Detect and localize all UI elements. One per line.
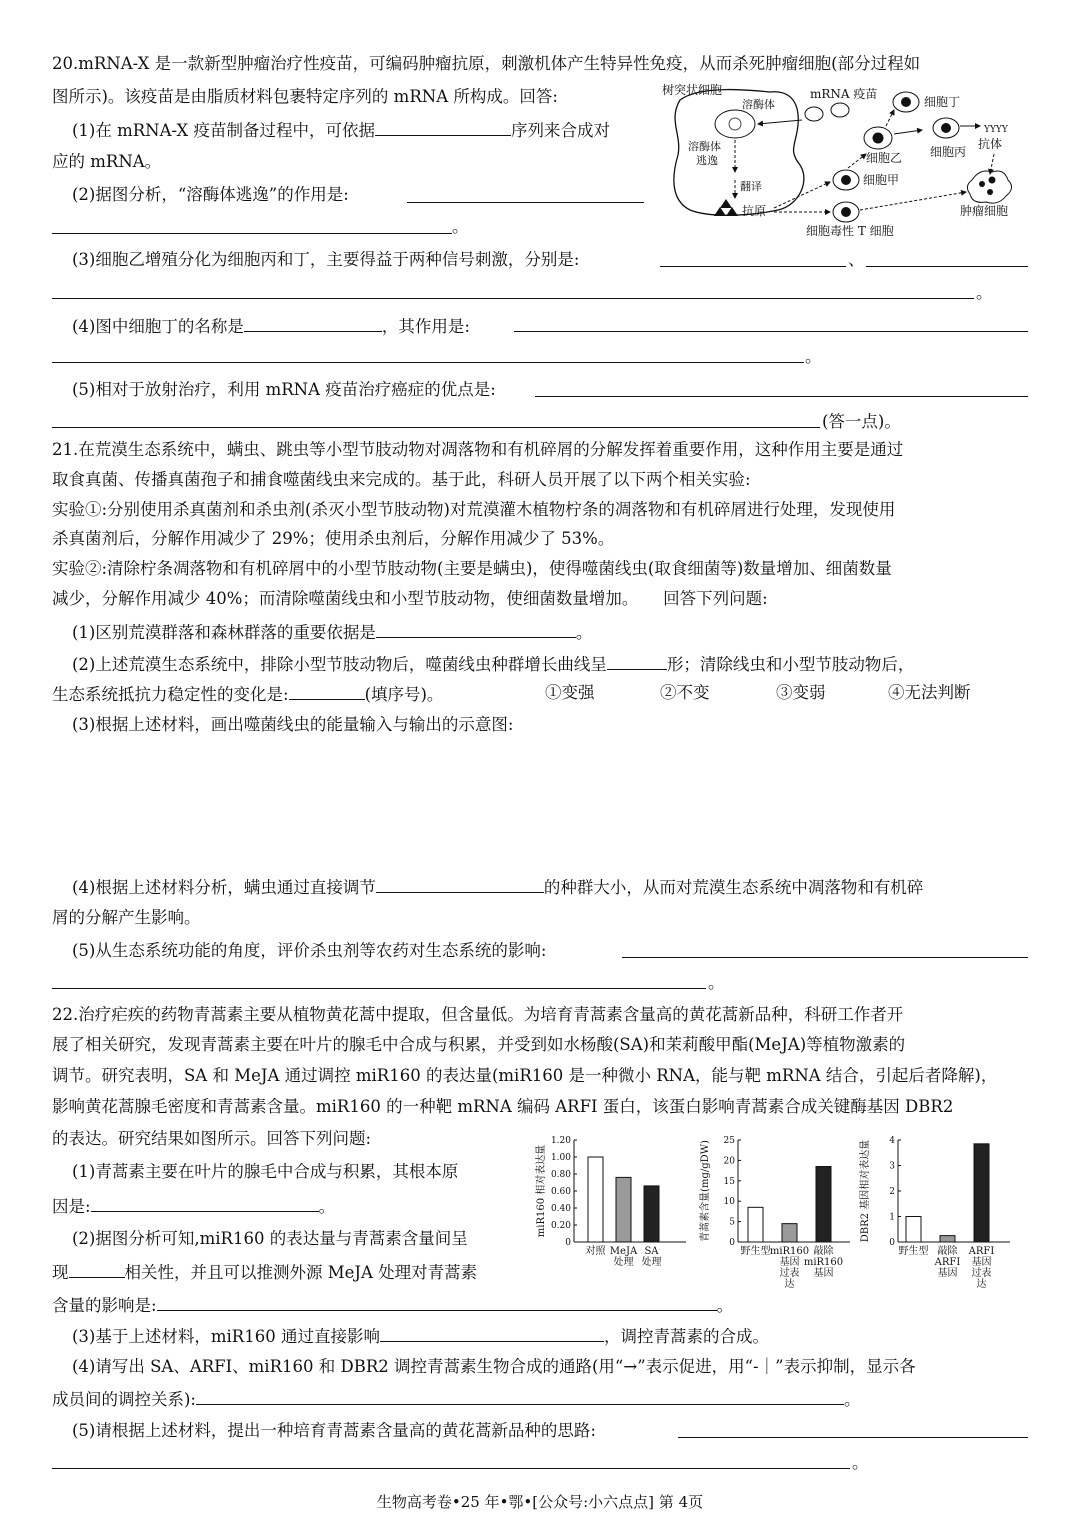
label-tumor: 肿瘤细胞 [960, 204, 1009, 218]
label-escape-1: 溶酶体 [688, 140, 721, 153]
q21-part5-blank-b[interactable] [52, 988, 706, 989]
q22-part2-blank-a[interactable] [69, 1259, 125, 1278]
antibody-glyphs: YYYY [984, 125, 1008, 135]
q20-part4-end: 。 [805, 347, 822, 366]
q22-part2-cont2 [52, 1292, 733, 1316]
label-ctl: 细胞毒性 T 细胞 [806, 224, 894, 238]
q21-option-4: ④无法判断 [888, 683, 971, 702]
y-axis-label: DBR2 基因相对表达量 [860, 1139, 871, 1243]
y-axis-label: 青蒿素含量(mg/gDW) [700, 1140, 711, 1242]
q22-part3-text: (3)基于上述材料，miR160 通过直接影响 [72, 1327, 380, 1346]
label-cell-ding: 细胞丁 [924, 95, 961, 109]
chart-artemisinin-content [696, 1132, 866, 1294]
lysosome-shape [715, 110, 755, 138]
q20-part4-text: (4)图中细胞丁的名称是 [72, 317, 244, 336]
label-mrna-vaccine: mRNA 疫苗 [810, 87, 878, 101]
q21-line-2: 取食真菌、传播真菌孢子和捕食噬菌线虫来完成的。基于此，科研人员开展了以下两个相关实验: [52, 470, 751, 489]
q22-line-4: 影响黄花蒿腺毛密度和青蒿素含量。miR160 的一种靶 mRNA 编码 ARFI 蛋白，该蛋白影响青蒿素合成关键酶基因 DBR2 [52, 1097, 954, 1116]
y-tick-label: 1 [889, 1212, 895, 1223]
bar [906, 1217, 921, 1243]
y-tick-label: 5 [729, 1217, 735, 1228]
category-label: SA 处理 [641, 1246, 662, 1268]
antigen-triangles [714, 199, 738, 216]
q20-immune-figure [660, 80, 1032, 240]
q20-part1-text: (1)在 mRNA-X 疫苗制备过程中，可依据 [72, 121, 376, 140]
chart-dbr2-expression [860, 1132, 1036, 1294]
q21-part4-text: (4)根据上述材料分析，螨虫通过直接调节 [72, 878, 376, 897]
q20-part3-blank-b[interactable] [866, 266, 1028, 267]
y-tick-label: 0 [889, 1238, 895, 1248]
q20-part3-end: 。 [976, 283, 993, 302]
q22-part1-cont [52, 1193, 335, 1217]
vaccine-particle-1 [805, 107, 823, 121]
q21-part4-cont: 屑的分解产生影响。 [52, 908, 201, 927]
q22-part4: (4)请写出 SA、ARFI、miR160 和 DBR2 调控青蒿素生物合成的通路(用“→”表示促进，用“-｜”表示抑制，显示各 [72, 1357, 916, 1376]
category-label: 野生型 [898, 1246, 929, 1257]
q21-line-1: 21.在荒漠生态系统中，螨虫、跳虫等小型节肢动物对凋落物和有机碎屑的分解发挥着重要作用，这种作用主要是通过 [52, 440, 904, 459]
label-cell-bing: 细胞丙 [930, 145, 967, 159]
q20-part2-text: (2)据图分析，“溶酶体逃逸”的作用是: [72, 185, 349, 204]
q22-part2-text3: 相关性，并且可以推测外源 MeJA 处理对青蒿素 [124, 1263, 478, 1282]
lysosome-vesicle [729, 118, 741, 130]
q22-part2-text2: 现 [52, 1263, 69, 1282]
q20-part5 [72, 378, 1030, 402]
q20-part2-end: 。 [452, 217, 469, 236]
q22-part5-text: (5)请根据上述材料，提出一种培育青蒿素含量高的黄花蒿新品种的思路: [72, 1421, 596, 1440]
q20-part3 [72, 248, 1030, 272]
q20-part5-text: (5)相对于放射治疗，利用 mRNA 疫苗治疗癌症的优点是: [72, 380, 496, 399]
q21-part2-blank-b[interactable] [289, 681, 365, 700]
label-antigen: 抗原 [742, 204, 767, 218]
bar [748, 1207, 763, 1242]
q21-part2-blank-a[interactable] [607, 651, 667, 670]
q20-part1-blank[interactable] [375, 117, 511, 136]
label-antibody: 抗体 [978, 137, 1003, 151]
q21-line-6: 减少，分解作用减少 40%；而清除噬菌线虫和小型节肢动物，使细菌数量增加。 回答下列问题: [52, 589, 768, 608]
q21-part5-blank-a[interactable] [622, 957, 1028, 958]
q22-line-1: 22.治疗疟疾的药物青蒿素主要从植物黄花蒿中提取，但含量低。为培育青蒿素含量高的黄花蒿新品种，科研工作者开 [52, 1005, 904, 1024]
q21-drawing-area[interactable] [52, 745, 1030, 865]
bar [816, 1167, 831, 1242]
q20-part4-blank-a[interactable] [244, 313, 382, 332]
y-tick-label: 2 [889, 1187, 895, 1197]
q20-part5-end: (答一点)。 [822, 412, 901, 431]
q21-part2-text: (2)上述荒漠生态系统中，排除小型节肢动物后，噬菌线虫种群增长曲线呈 [72, 655, 607, 674]
q22-part1-text2: 因是: [52, 1197, 91, 1216]
chart-mir160-expression [528, 1132, 688, 1294]
q22-part2-blank-b[interactable] [157, 1292, 717, 1311]
y-tick-label: 0.80 [550, 1170, 571, 1180]
q22-part2-cont [52, 1259, 477, 1283]
page-footer: 生物高考卷•25 年•鄂•[公众号:小六点点] 第 4页 [376, 1493, 704, 1511]
q21-part1-blank[interactable] [376, 619, 576, 638]
bar [616, 1177, 631, 1242]
label-escape-2: 逃逸 [696, 154, 718, 167]
q22-part1: (1)青蒿素主要在叶片的腺毛中合成与积累，其根本原 [72, 1162, 459, 1181]
y-tick-label: 15 [723, 1176, 735, 1187]
y-tick-label: 0 [565, 1238, 571, 1248]
q22-part3-text2: ，调控青蒿素的合成。 [603, 1327, 769, 1346]
q22-part4-blank[interactable] [196, 1386, 844, 1405]
label-lysosome: 溶酶体 [742, 98, 775, 111]
y-tick-label: 0.60 [550, 1187, 571, 1197]
category-label: miR160 基因过表达 [769, 1246, 810, 1290]
category-label: ARFI 基因过表达 [968, 1246, 995, 1290]
y-tick-label: 4 [889, 1136, 895, 1146]
q20-part4-blank-b[interactable] [514, 331, 1028, 332]
bar [588, 1157, 603, 1242]
q20-part2-blank-a[interactable] [407, 202, 644, 203]
q21-part4-text2: 的种群大小，从而对荒漠生态系统中凋落物和有机碎 [543, 878, 924, 897]
y-tick-label: 0 [729, 1238, 735, 1248]
bar [644, 1186, 659, 1242]
q21-part1 [72, 619, 1030, 643]
q21-part5-text: (5)从生态系统功能的角度，评价杀虫剂等农药对生态系统的影响: [72, 941, 547, 960]
label-cell-yi: 细胞乙 [866, 151, 903, 165]
q22-line-2: 展了相关研究，发现青蒿素主要在叶片的腺毛中合成与积累，并受到如水杨酸(SA)和茉莉酸甲酯(MeJA)等植物激素的 [52, 1035, 906, 1054]
q21-part5 [72, 939, 1030, 963]
q20-part3-blank-c[interactable] [52, 298, 974, 299]
q21-line-3: 实验①:分别使用杀真菌剂和杀虫剂(杀灭小型节肢动物)对荒漠灌木植物柠条的凋落物和有机碎屑进行处理，发现使用 [52, 500, 896, 519]
q21-part2-cont [52, 681, 1030, 705]
y-tick-label: 1.00 [550, 1153, 571, 1163]
y-tick-label: 0.20 [550, 1221, 571, 1231]
q21-part2-text3: 生态系统抵抗力稳定性的变化是: [52, 685, 289, 704]
label-cell-jia: 细胞甲 [863, 173, 900, 187]
q20-line-1: 20.mRNA-X 是一款新型肿瘤治疗性疫苗，可编码肿瘤抗原，刺激机体产生特异性免疫，从而杀死肿瘤细胞(部分过程如 [52, 54, 921, 73]
bar [974, 1144, 989, 1242]
q20-part4-blank-c[interactable] [52, 362, 804, 363]
q22-part5-blank-b[interactable] [52, 1468, 850, 1469]
q22-part2-text4: 含量的影响是: [52, 1296, 157, 1315]
q21-part1-text: (1)区别荒漠群落和森林群落的重要依据是 [72, 623, 376, 642]
q21-part4 [72, 874, 1030, 898]
y-tick-label: 1.20 [550, 1136, 571, 1146]
y-tick-label: 20 [723, 1156, 735, 1167]
q20-part2-blank-b[interactable] [52, 233, 452, 234]
q22-part3-blank[interactable] [380, 1323, 604, 1342]
q22-part4-end: 。 [844, 1390, 861, 1409]
q22-part1-blank[interactable] [91, 1193, 319, 1212]
q22-part2-end: 。 [716, 1296, 734, 1315]
q21-part3: (3)根据上述材料，画出噬菌线虫的能量输入与输出的示意图: [72, 715, 514, 734]
y-tick-label: 10 [723, 1197, 735, 1208]
label-dendritic: 树突状细胞 [662, 83, 723, 97]
q20-part1-text2: 序列来合成对 [511, 121, 611, 140]
q21-option-1: ①变强 [545, 683, 595, 702]
q21-option-3: ③变弱 [776, 683, 826, 702]
q20-part3-text: (3)细胞乙增殖分化为细胞丙和丁，主要得益于两种信号刺激，分别是: [72, 250, 580, 269]
q22-part5-blank-a[interactable] [678, 1437, 1028, 1438]
q20-part4 [72, 313, 1030, 337]
q22-part1-end: 。 [318, 1197, 336, 1216]
q21-part5-end: 。 [708, 973, 725, 992]
q20-part3-sep: 、 [848, 250, 865, 269]
q22-part2: (2)据图分析可知,miR160 的表达量与青蒿素含量间呈 [72, 1229, 468, 1248]
category-label: MeJA 处理 [609, 1246, 638, 1268]
y-tick-label: 3 [889, 1161, 895, 1172]
q21-part4-blank[interactable] [376, 874, 544, 893]
y-tick-label: 0.40 [550, 1204, 571, 1214]
category-label: 敲除 miR160 基因 [803, 1246, 844, 1279]
q21-option-2: ②不变 [660, 683, 710, 702]
q20-line-2: 图所示)。该疫苗是由脂质材料包裹特定序列的 mRNA 所构成。回答: [52, 87, 558, 106]
q22-line-5: 的表达。研究结果如图所示。回答下列问题: [52, 1129, 372, 1148]
category-label: 敲除 ARFI 基因 [934, 1246, 961, 1279]
y-tick-label: 25 [723, 1136, 735, 1146]
q21-part2-text4: (填序号)。 [364, 685, 444, 704]
q20-part4-text2: ，其作用是: [381, 317, 470, 336]
label-translate: 翻译 [740, 180, 762, 193]
q22-line-3: 调节。研究表明，SA 和 MeJA 通过调控 miR160 的表达量(miR160 是一种微小 RNA，能与靶 mRNA 结合，引起后者降解)， [52, 1066, 998, 1085]
q22-part5 [72, 1419, 1030, 1443]
category-label: 对照 [585, 1246, 606, 1257]
q21-part2-text2: 形；清除线虫和小型节肢动物后， [666, 655, 915, 674]
bar [940, 1236, 955, 1242]
q20-part5-blank-a[interactable] [535, 396, 1028, 397]
q20-part5-blank-b[interactable] [52, 427, 820, 428]
bar [782, 1224, 797, 1242]
q22-part4-text2: 成员间的调控关系): [52, 1390, 196, 1409]
tumor-cell-shape [967, 171, 1011, 203]
q20-part1-cont: 应的 mRNA。 [52, 152, 162, 171]
q22-part3 [72, 1323, 1030, 1347]
q21-line-5: 实验②:清除柠条凋落物和有机碎屑中的小型节肢动物(主要是螨虫)，使得噬菌线虫(取食细菌等)数量增加、细菌数量 [52, 559, 892, 578]
q22-part5-end: 。 [852, 1453, 869, 1472]
category-label: 野生型 [740, 1246, 771, 1257]
q21-part2 [72, 651, 1030, 675]
q21-line-4: 杀真菌剂后，分解作用减少了 29%；使用杀虫剂后，分解作用减少了 53%。 [52, 529, 615, 548]
vaccine-particle-2 [831, 103, 849, 117]
y-axis-label: miR160 相对表达量 [536, 1144, 547, 1238]
q20-part3-blank-a[interactable] [660, 266, 846, 267]
q21-part1-end: 。 [575, 623, 593, 642]
q22-part4-cont [52, 1386, 1030, 1410]
